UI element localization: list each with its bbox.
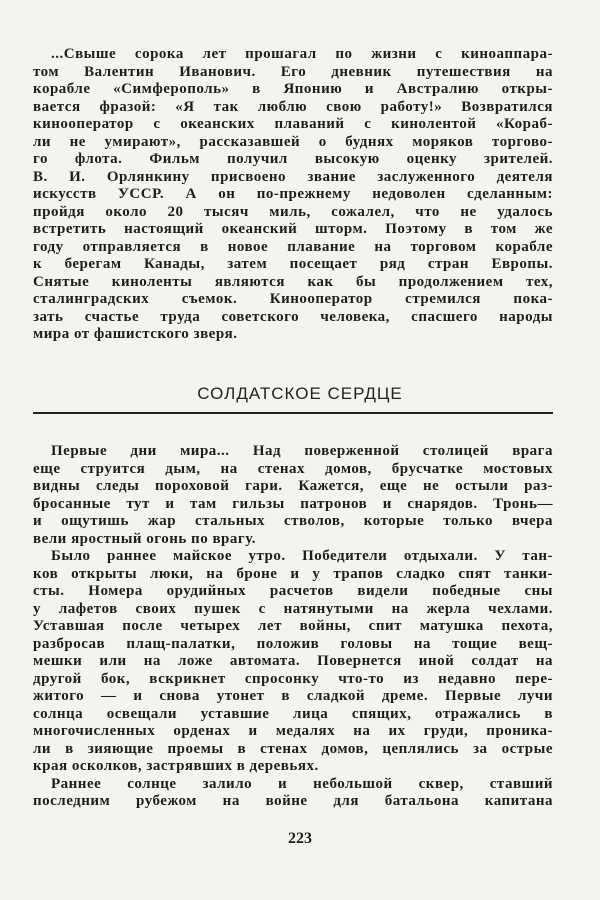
text-line: бросанные тут и там гильзы патронов и снарядов. Тронь— — [33, 495, 553, 512]
text-line: ли не умирают», рассказавшей о буднях моряков торгово- — [33, 133, 553, 150]
text-line: В. И. Орлянкину присвоено звание заслуженного деятеля — [33, 168, 553, 185]
page-number: 223 — [288, 830, 312, 847]
text-line: корабле «Симферополь» в Японию и Австралию откры- — [33, 81, 553, 97]
section-title: СОЛДАТСКОЕ СЕРДЦЕ — [197, 384, 403, 403]
text-line: том Валентин Иванович. Его дневник путешествия на — [33, 63, 553, 80]
text-line: го флота. Фильм получил высокую оценку зрителей. — [33, 151, 553, 167]
text-line: многочисленных орденах и медалях на их груди, проника- — [33, 723, 553, 739]
text-line: вели яростный огонь по врагу. — [33, 530, 256, 547]
text-line: году отправляется в новое плавание на торговом корабле — [33, 238, 553, 255]
text-line: житого — и снова утонет в сладкой дреме. Первые лучи — [33, 688, 553, 704]
text-line: и ощутишь жар стальных стволов, которые только вчера — [33, 513, 553, 529]
text-line: последним рубежом на войне для батальона капитана — [33, 793, 553, 809]
text-line: другой бок, вскрикнет спросонку что-то из недавно пере- — [33, 670, 553, 687]
text-line: сталинградских съемок. Кинооператор стремился пока- — [33, 291, 553, 307]
text-line: кинооператор с океанских плаваний с кинолентой «Кораб- — [33, 116, 553, 132]
text-line: Уставшая после четырех лет войны, спит матушка пехота, — [33, 618, 553, 634]
text-line: Раннее солнце залило и небольшой сквер, ставший — [51, 775, 553, 792]
text-line: ли в зияющие проемы в стенах домов, цеплялись за острые — [33, 740, 553, 757]
text-line: у лафетов своих пушек с натянутыми на жерла чехлами. — [33, 600, 553, 617]
text-line: зать счастье труда советского человека, спасшего народы — [33, 308, 553, 325]
body-text — [33, 443, 553, 811]
text-line: мешки или на ложе автомата. Повернется иной солдат на — [33, 653, 553, 669]
text-line: Было раннее майское утро. Победители отдыхали. У тан- — [51, 548, 553, 564]
text-line: края осколков, застрявших в деревьях. — [33, 758, 319, 774]
text-line: встретить настоящий океанский шторм. Поэтому в том же — [33, 221, 553, 237]
text-line: сты. Номера орудийных расчетов видели победные сны — [33, 583, 553, 599]
text-line: еще струится дым, на стенах домов, брусчатке мостовых — [33, 460, 553, 477]
text-line: искусств УССР. А он по-прежнему недоволен сделанным: — [33, 186, 553, 202]
top-paragraph — [33, 46, 553, 344]
text-line: ...Свыше сорока лет прошагал по жизни с киноаппара- — [51, 46, 553, 62]
text-line: разбросав плащ-палатки, положив головы на тощие вещ- — [33, 635, 553, 652]
text-line: Первые дни мира... Над поверженной столицей врага — [51, 443, 553, 459]
text-line: пройдя около 20 тысяч миль, сожалел, что не удалось — [33, 203, 553, 220]
text-line: солнца освещали уставшие лица спящих, отражались в — [33, 705, 553, 722]
text-line: ков открыты люки, на броне и у трапов сладко спят танки- — [33, 565, 553, 582]
text-line: вается фразой: «Я так люблю свою работу!» Возвратился — [33, 98, 553, 115]
section-divider — [33, 412, 553, 414]
text-line: мира от фашистского зверя. — [33, 326, 238, 342]
text-line: Снятые киноленты являются как бы продолжением тех, — [33, 273, 553, 290]
text-line: к берегам Канады, затем посещает ряд стран Европы. — [33, 256, 553, 272]
text-line: видны следы пороховой гари. Кажется, еще не остыли раз- — [33, 478, 553, 494]
